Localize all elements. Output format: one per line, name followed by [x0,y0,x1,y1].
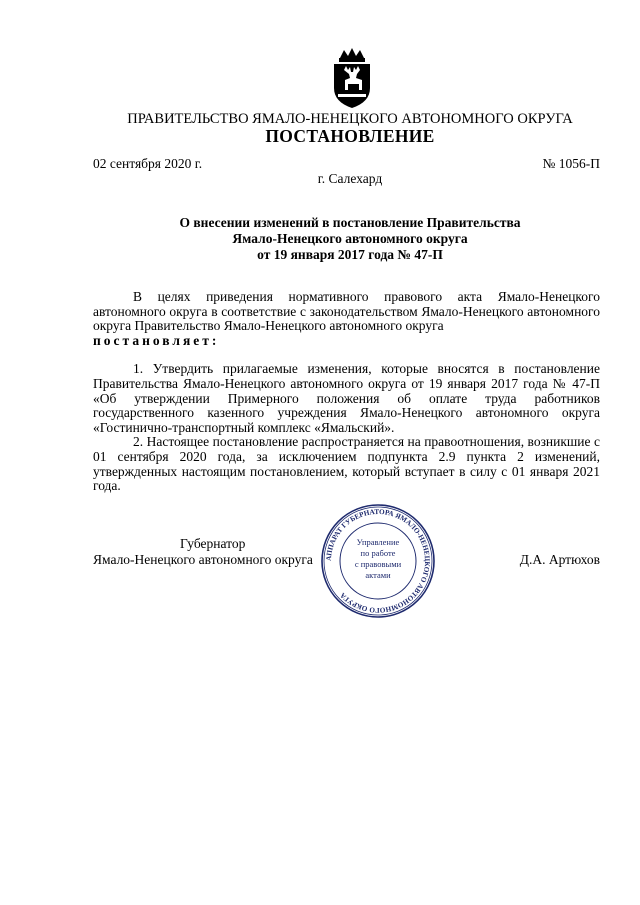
resolution-word: постановляет: [93,332,220,348]
document-type: ПОСТАНОВЛЕНИЕ [265,126,435,146]
document-body [93,290,600,494]
government-name: ПРАВИТЕЛЬСТВО ЯМАЛО-НЕНЕЦКОГО АВТОНОМНОГО ОКРУГА [127,111,573,127]
stamp-line-4: актами [365,570,391,580]
signer-region: Ямало-Ненецкого автономного округа [93,552,313,567]
official-stamp [318,501,438,621]
title-line-2: Ямало-Ненецкого автономного округа [232,231,468,246]
intro-paragraph: В целях приведения нормативного правового акта Ямало-Ненецкого автономного округа в соответствие с законодательством Ямало-Ненецкого автономного округа Правительство Ямало-Ненецкого автономного округа [93,289,600,334]
document-date: 02 сентября 2020 г. [93,156,203,171]
title-line-1: О внесении изменений в постановление Правительства [179,215,521,230]
coat-of-arms-icon [326,48,378,110]
stamp-line-2: по работе [360,548,396,558]
stamp-line-3: с правовыми [354,559,402,569]
signer-name: Д.А. Артюхов [519,552,600,567]
signer-position: Губернатор [180,536,246,551]
stamp-ring-text: АППАРАТ ГУБЕРНАТОРА ЯМАЛО-НЕНЕЦКОГО АВТОНОМНОГО ОКРУГА [324,507,432,615]
item-2: 2. Настоящее постановление распространяется на правоотношения, возникшие с 01 сентября 2020 года, за исключением подпункта 2.9 пункта 2 изменений, утвержденных настоящим постановлением, который вступает в силу с 01 января 2021 года. [93,434,600,494]
document-number: № 1056-П [542,156,600,171]
title-line-3: от 19 января 2017 года № 47-П [257,247,443,262]
item-1: 1. Утвердить прилагаемые изменения, которые вносятся в постановление Правительства Ямало-Ненецкого автономного округа от 19 января 2017 года № 47-П «Об утверждении Примерного положения об оплате труда работников государственного казенного учреждения Ямало-Ненецкого автономного округа «Гостинично-транспортный комплекс «Ямальский». [93,361,600,435]
stamp-line-1: Управление [356,537,400,547]
document-city: г. Салехард [317,171,383,186]
document-title [0,215,640,263]
